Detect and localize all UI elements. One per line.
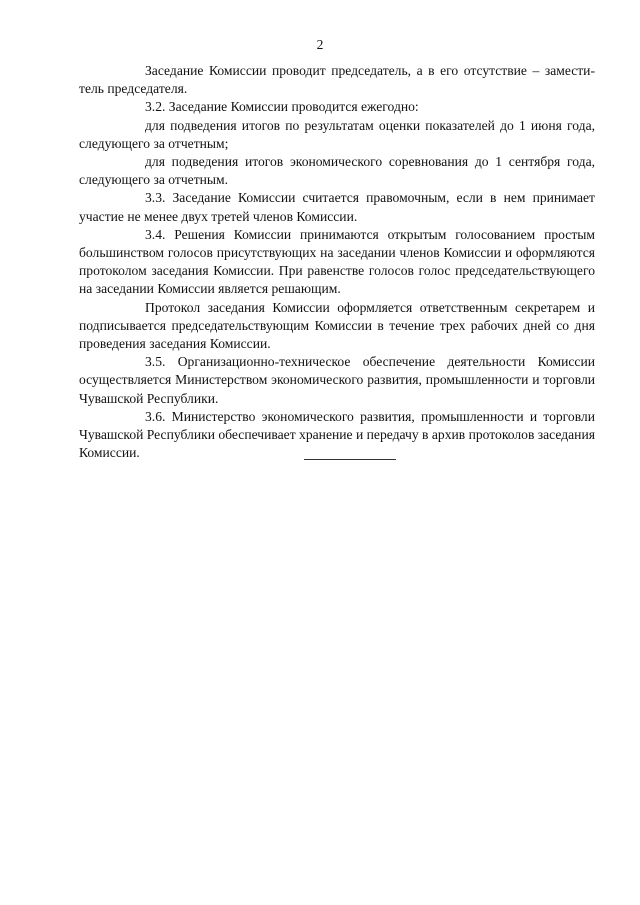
paragraph-3-2: 3.2. Заседание Комиссии проводится ежегодно: — [145, 99, 419, 115]
paragraph-3-2-item-competition: для подведения итогов экономического соревнования до 1 сентября года, следующего за отчетным. — [79, 154, 595, 188]
paragraph-3-4: 3.4. Решения Комиссии принимаются открытым голосованием простым большинством голосов присутствующих на заседании членов Комиссии и оформляются протоколом заседания Комиссии. При равенстве голосов голос председательствующего на заседании Комиссии является решающим. — [79, 226, 595, 297]
paragraph-protocol: Протокол заседания Комиссии оформляется ответственным секретарем и подписывается председательствующим Комиссии в течение трех рабочих дней со дня проведения заседания Комиссии. — [79, 299, 595, 352]
page-number: 2 — [316, 37, 324, 52]
document-body — [79, 62, 595, 462]
end-of-document-rule — [304, 459, 396, 460]
paragraph-chair: Заседание Комиссии проводит председатель, а в его отсутствие – заместитель председателя. — [79, 63, 595, 97]
paragraph-3-3: 3.3. Заседание Комиссии считается правомочным, если в нем принимает участие не менее двух третей членов Комиссии. — [79, 190, 595, 224]
paragraph-3-2-item-indicators: для подведения итогов по результатам оценки показателей до 1 июня года, следующего за отчетным; — [79, 117, 595, 151]
paragraph-3-5: 3.5. Организационно-техническое обеспечение деятельности Комиссии осуществляется Министерством экономического развития, промышленности и торговли Чувашской Республики. — [79, 354, 595, 406]
paragraph-3-6: 3.6. Министерство экономического развития, промышленности и торговли Чувашской Республики обеспечивает хранение и передачу в архив протоколов заседания Комиссии. — [79, 408, 595, 461]
